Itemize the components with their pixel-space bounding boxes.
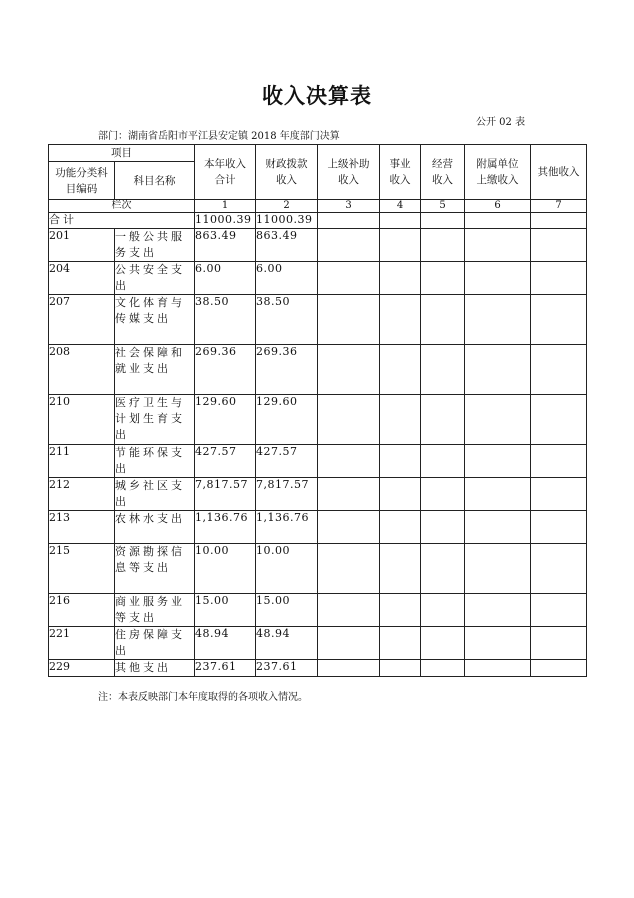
income-total: 129.60 <box>195 395 256 445</box>
subject-code: 213 <box>49 511 115 544</box>
fiscal-income: 1,136.76 <box>256 511 318 544</box>
subject-code: 229 <box>49 660 115 677</box>
subject-code: 210 <box>49 395 115 445</box>
fiscal-income: 863.49 <box>256 229 318 262</box>
income-total: 38.50 <box>195 295 256 345</box>
income-total: 863.49 <box>195 229 256 262</box>
income-table <box>48 144 587 677</box>
total-fiscal: 11000.39 <box>256 213 318 229</box>
header-operating: 经营收入 <box>421 145 465 200</box>
fiscal-income: 10.00 <box>256 544 318 594</box>
header-fiscal: 财政拨款收入 <box>256 145 318 200</box>
page-title: 收入决算表 <box>262 84 372 108</box>
subject-name: 文化体育与传媒支出 <box>115 295 195 345</box>
subject-name: 一般公共服务支出 <box>115 229 195 262</box>
subject-name: 公共安全支出 <box>115 262 195 295</box>
header-total: 本年收入合计 <box>195 145 256 200</box>
fiscal-income: 427.57 <box>256 445 318 478</box>
subject-name: 住房保障支出 <box>115 627 195 660</box>
income-total: 427.57 <box>195 445 256 478</box>
header-name: 科目名称 <box>115 162 195 200</box>
fiscal-income: 38.50 <box>256 295 318 345</box>
table-row <box>49 478 587 511</box>
subject-name: 医疗卫生与计划生育支出 <box>115 395 195 445</box>
total-label: 合计 <box>49 213 195 229</box>
subject-name: 资源勘探信息等支出 <box>115 544 195 594</box>
column-number: 6 <box>465 200 531 213</box>
header-affiliated: 附属单位上缴收入 <box>465 145 531 200</box>
header-code: 功能分类科目编码 <box>49 162 115 200</box>
subject-code: 211 <box>49 445 115 478</box>
header-other: 其他收入 <box>531 145 587 200</box>
fiscal-income: 48.94 <box>256 627 318 660</box>
fiscal-income: 7,817.57 <box>256 478 318 511</box>
subject-code: 216 <box>49 594 115 627</box>
total-income: 11000.39 <box>195 213 256 229</box>
subject-code: 208 <box>49 345 115 395</box>
column-number: 4 <box>380 200 421 213</box>
subject-name: 节能环保支出 <box>115 445 195 478</box>
table-row <box>49 395 587 445</box>
column-number: 1 <box>195 200 256 213</box>
header-superior: 上级补助收入 <box>318 145 380 200</box>
fiscal-income: 237.61 <box>256 660 318 677</box>
income-total: 48.94 <box>195 627 256 660</box>
subject-name: 其他支出 <box>115 660 195 677</box>
fiscal-income: 269.36 <box>256 345 318 395</box>
form-number: 公开 02 表 <box>476 117 526 128</box>
subject-name: 农林水支出 <box>115 511 195 544</box>
subject-code: 221 <box>49 627 115 660</box>
fiscal-income: 15.00 <box>256 594 318 627</box>
subject-code: 201 <box>49 229 115 262</box>
subject-code: 207 <box>49 295 115 345</box>
fiscal-income: 129.60 <box>256 395 318 445</box>
table-row <box>49 445 587 478</box>
income-total: 6.00 <box>195 262 256 295</box>
income-total: 1,136.76 <box>195 511 256 544</box>
table-row <box>49 229 587 262</box>
column-number: 7 <box>531 200 587 213</box>
department-line: 部门：湖南省岳阳市平江县安定镇 2018 年度部门决算 <box>98 131 340 142</box>
subject-name: 商业服务业等支出 <box>115 594 195 627</box>
table-note: 注：本表反映部门本年度取得的各项收入情况。 <box>98 692 308 703</box>
subject-code: 212 <box>49 478 115 511</box>
subject-code: 215 <box>49 544 115 594</box>
column-label: 栏次 <box>49 200 195 213</box>
table-row <box>49 544 587 594</box>
income-total: 237.61 <box>195 660 256 677</box>
fiscal-income: 6.00 <box>256 262 318 295</box>
column-number-row <box>49 200 587 213</box>
table-row <box>49 511 587 544</box>
table-row <box>49 627 587 660</box>
column-number: 3 <box>318 200 380 213</box>
table-row <box>49 262 587 295</box>
income-total: 7,817.57 <box>195 478 256 511</box>
income-total: 10.00 <box>195 544 256 594</box>
header-business: 事业收入 <box>380 145 421 200</box>
table-row <box>49 295 587 345</box>
subject-code: 204 <box>49 262 115 295</box>
table-row <box>49 660 587 677</box>
header-item: 项目 <box>49 145 195 162</box>
column-number: 2 <box>256 200 318 213</box>
column-number: 5 <box>421 200 465 213</box>
subject-name: 城乡社区支出 <box>115 478 195 511</box>
total-row <box>49 213 587 229</box>
income-total: 15.00 <box>195 594 256 627</box>
table-row <box>49 345 587 395</box>
subject-name: 社会保障和就业支出 <box>115 345 195 395</box>
table-row <box>49 594 587 627</box>
income-total: 269.36 <box>195 345 256 395</box>
